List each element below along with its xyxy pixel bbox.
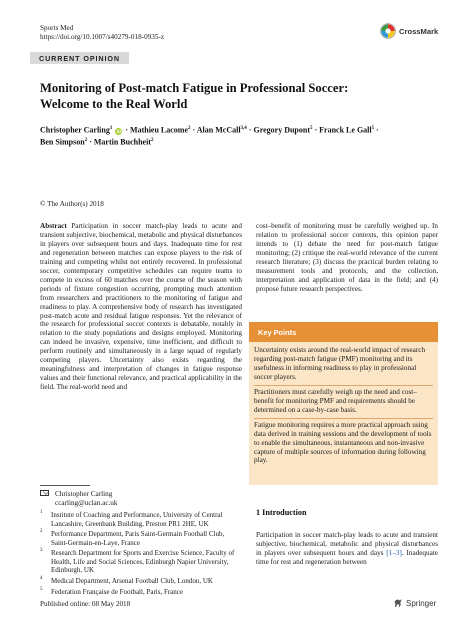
intro-text-start: Participation in soccer match-play leads to acute and transient subjective, biochemical, metabolic and physical disturbances in players over subsequent hours and days bbox=[256, 531, 438, 557]
author-name[interactable]: Martin Buchheit bbox=[93, 137, 151, 147]
author-name[interactable]: Alan McCall bbox=[196, 125, 241, 135]
author-name[interactable]: Ben Simpson bbox=[40, 137, 85, 147]
journal-name: Sports Med bbox=[40, 24, 74, 32]
author-name[interactable]: Gregory Dupont bbox=[253, 125, 310, 135]
correspondence-email[interactable]: ccarling@uclan.ac.uk bbox=[55, 498, 118, 507]
author-affiliation-ref: 5 bbox=[371, 126, 375, 131]
affiliation-number: 2 bbox=[40, 529, 43, 534]
author-name[interactable]: Franck Le Gall bbox=[319, 125, 372, 135]
affiliation-item bbox=[40, 530, 240, 547]
springer-horse-icon bbox=[393, 598, 403, 608]
doi-link[interactable]: https://doi.org/10.1007/s40279-018-0935-z bbox=[40, 33, 165, 41]
publisher-name: Springer bbox=[406, 598, 437, 608]
affiliation-text: Federation Française de Football, Paris, France bbox=[51, 588, 183, 596]
affiliation-text: Research Department for Sports and Exercise Science, Faculty of Health, Life and Social Sciences, Edinburgh Napier University, Edinburgh, UK bbox=[51, 549, 235, 575]
abstract-continued: cost–benefit of monitoring must be carefully weighed up. In relation to professional soccer contexts, this opinion paper intends to (1) debate the need for post-match fatigue monitoring; (2) critique the real-world relevance of the current research literature; (3) discuss the practical burden relating to measurement tools and protocols, and the collection, interpretation and application of data in the field; and (4) propose future research perspectives. bbox=[256, 222, 438, 293]
abstract-paragraph bbox=[40, 222, 242, 392]
intro-text-end: . Inadequate time for rest and regeneration between bbox=[256, 548, 438, 566]
key-point-item: Practitioners must carefully weigh up the need and cost–benefit for monitoring PMF and requirements should be determined on a case-by-case basis. bbox=[254, 386, 433, 419]
article-title bbox=[40, 81, 440, 112]
publication-date: Published online: 08 May 2018 bbox=[40, 600, 131, 608]
correspondence-name: Christopher Carling bbox=[55, 490, 113, 498]
citation-link[interactable]: [1–3] bbox=[386, 548, 402, 557]
affiliation-text: Institute of Coaching and Performance, University of Central Lancashire, Greenbank Building, Preston PR1 2HE, UK bbox=[51, 511, 223, 528]
affiliation-number: 4 bbox=[40, 576, 43, 581]
section-heading: 1 Introduction bbox=[256, 508, 307, 517]
introduction-paragraph bbox=[256, 531, 438, 567]
affiliation-item bbox=[40, 511, 240, 528]
author-list: Christopher Carling$^1$ iD · Mathieu Lacome$^2$ · Alan McCall$^{3,4}$ · Gregory Dupont$^5$ · Franck Le Gall$^5$ · Ben Simpson$^2$ · Martin Buchheit$^2$ bbox=[40, 125, 379, 147]
author-affiliation-ref: 2 bbox=[84, 138, 88, 144]
affiliation-number: 3 bbox=[40, 548, 43, 553]
affiliation-item bbox=[40, 549, 240, 575]
title-line-1: Monitoring of Post-match Fatigue in Professional Soccer: bbox=[40, 81, 349, 95]
abstract-label: Abstract bbox=[40, 222, 67, 230]
crossmark-badge[interactable] bbox=[380, 23, 438, 39]
author-affiliation-ref: 2 bbox=[188, 126, 191, 131]
copyright-notice: © The Author(s) 2018 bbox=[40, 200, 104, 208]
title-line-2: Welcome to the Real World bbox=[40, 96, 188, 111]
affiliation-item bbox=[40, 588, 240, 597]
crossmark-icon bbox=[380, 23, 396, 39]
envelope-icon bbox=[40, 490, 49, 496]
affiliation-number: 5 bbox=[40, 587, 43, 592]
author-name[interactable]: Christopher Carling bbox=[40, 125, 110, 135]
correspondence-block bbox=[40, 490, 240, 508]
crossmark-label: CrossMark bbox=[399, 26, 439, 36]
affiliation-text: Medical Department, Arsenal Football Club, London, UK bbox=[51, 577, 213, 585]
affiliation-text: Performance Department, Paris Saint-Germain Football Club, Saint-Germain-en-Laye, France bbox=[51, 530, 225, 547]
key-points-box bbox=[249, 322, 438, 485]
author-affiliation-ref: 5 bbox=[310, 126, 313, 131]
article-type-banner: CURRENT OPINION bbox=[30, 52, 129, 64]
key-points-heading: Key Points bbox=[249, 322, 438, 342]
orcid-icon[interactable]: iD bbox=[116, 128, 122, 134]
affiliation-number: 1 bbox=[40, 510, 43, 515]
author-affiliation-ref: 3,4 bbox=[240, 126, 247, 131]
key-points-list bbox=[249, 342, 438, 485]
author-affiliation-ref: 2 bbox=[150, 138, 154, 144]
key-point-item: Uncertainty exists around the real-world impact of research regarding post-match fatigue (PMF) monitoring and its usefulness in informing readiness to play in professional soccer players. bbox=[254, 344, 433, 386]
abstract-text: Participation in soccer match-play leads to acute and transient subjective, biochemical, metabolic and physical disturbances in players over subsequent hours and days. Inadequate time for rest and regeneration between matches can expose players to the risk of training and competing whilst not entirely recovered. In professional soccer, contemporary competitive schedules can require teams to compete in excess of 60 matches over the course of the season with periods of fixture congestion occurring, prompting much attention from researchers and practitioners to the monitoring of fatigue and readiness to play. A comprehensive body of research has investigated post-match acute and residual fatigue responses. Yet the relevance of the research for professional soccer contexts is debatable, notably in relation to the study populations and designs employed. Monitoring can indeed be invasive, expensive, time inefficient, and difficult to perform routinely and simultaneously in a large squad of regularly competing players. Uncertainty also exists regarding the meaningfulness and interpretation of changes in fatigue response values and their functional relevance, and practical applicability in the field. The real-world need and bbox=[40, 222, 242, 392]
affiliation-item bbox=[40, 577, 240, 586]
publisher-logo bbox=[393, 598, 436, 608]
author-name[interactable]: Mathieu Lacome bbox=[130, 125, 189, 135]
key-point-item: Fatigue monitoring requires a more practical approach using data derived in training sessions and the development of tools to enable the simultaneous, instantaneous and non-invasive capture of multiple sources of information during following play. bbox=[254, 420, 432, 465]
author-affiliation-ref: 1 bbox=[109, 126, 113, 131]
footnote-divider bbox=[40, 485, 90, 486]
journal-header bbox=[40, 24, 164, 42]
